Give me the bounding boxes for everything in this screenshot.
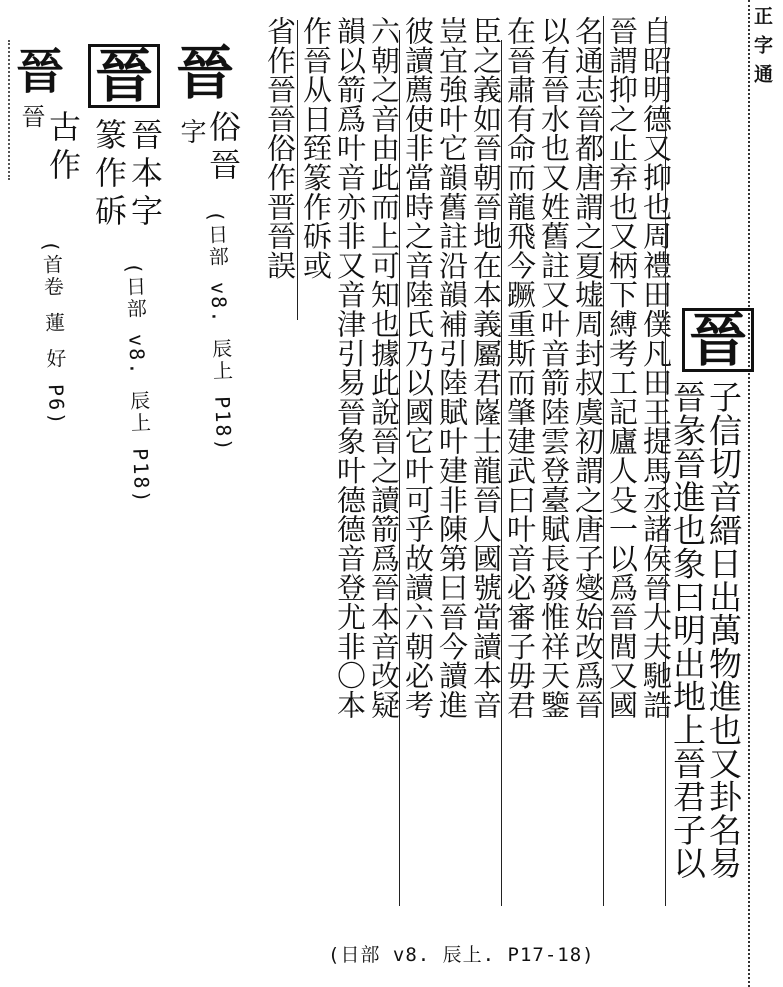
definition-column-9: 豈宜強叶它韻舊註沿韻補引陸賦叶建非陳第曰晉今讀進 xyxy=(435,16,469,720)
variant-2-citation: (日部 v8. 辰上 P18) xyxy=(121,261,155,505)
variant-2-label-top: 晉本字 xyxy=(126,118,164,232)
definition-column-10: 彼讀薦使非當時之音陸氏乃以國它叶可乎故讀六朝必考 xyxy=(401,16,435,720)
definition-column-5: 名通志晉都唐謂之夏墟周封叔虞初謂之唐子燮始改爲晉 xyxy=(571,16,605,720)
column-rule xyxy=(603,16,604,906)
variant-3-label-top: 古作 xyxy=(44,110,82,186)
variant-1-citation: (日部 v8. 辰上 P18) xyxy=(203,209,237,453)
running-head: 正字通 xyxy=(751,6,773,93)
column-rule xyxy=(501,40,502,906)
column-rule xyxy=(665,16,666,906)
definition-column-7: 在晉肅有命而龍飛今蹶重斯而肇建武曰叶音必審子毋君 xyxy=(503,16,537,720)
variant-2-label-bottom: 篆作䂨 xyxy=(90,118,128,232)
definition-column-8: 臣之義如晉朝晉地在本義屬君嶐士龍晉人國號當讀本音 xyxy=(469,16,503,720)
definition-column-1: 子信切音縉日出萬物進也又卦名易 xyxy=(704,380,743,880)
variant-1-glyph: 晉 xyxy=(176,39,235,107)
left-margin-marks xyxy=(8,40,10,180)
variant-1-label: 俗晉 xyxy=(204,110,242,186)
column-rule xyxy=(297,20,298,320)
definition-column-4: 晉謂抑之止弃也又柄下縛考工記廬人殳一以爲晉閭又國 xyxy=(605,16,639,720)
definition-column-12: 韻以箭爲叶音亦非又音津引易晉象叶德德音登尤非〇本 xyxy=(333,16,367,720)
page-edge-rule xyxy=(748,0,750,987)
definition-column-3: 自昭明德又抑也周禮田僕凡田王提馬丞諸侯晉大夫馳誥 xyxy=(639,16,673,720)
variant-3-label-bottom: 晉 xyxy=(17,104,45,134)
variant-2-glyph: 晉 xyxy=(88,44,160,108)
variant-3-glyph: 晉 xyxy=(16,44,65,100)
definition-column-11: 六朝之音由此而上可知也據此說晉之讀箭爲晉本音改疑 xyxy=(367,16,401,720)
definition-column-14: 省作晉晉俗作晋晉誤 xyxy=(263,16,297,280)
variant-3-citation: (首卷 蓮 好 P6) xyxy=(38,239,70,427)
bottom-citation: (日部 v8. 辰上. P17-18) xyxy=(328,944,595,966)
main-headword: 晉 xyxy=(682,308,754,372)
definition-column-2: 晉彖晉進也象曰明出地上晉君子以 xyxy=(668,380,707,880)
definition-column-6: 以有晉水也又姓舊註又叶音箭陸雲登臺賦長發惟祥天鑒 xyxy=(537,16,571,720)
column-rule xyxy=(399,30,400,906)
definition-column-13: 作晉从日臸篆作䂨或 xyxy=(299,16,333,280)
variant-1-suffix: 字 xyxy=(176,118,206,150)
